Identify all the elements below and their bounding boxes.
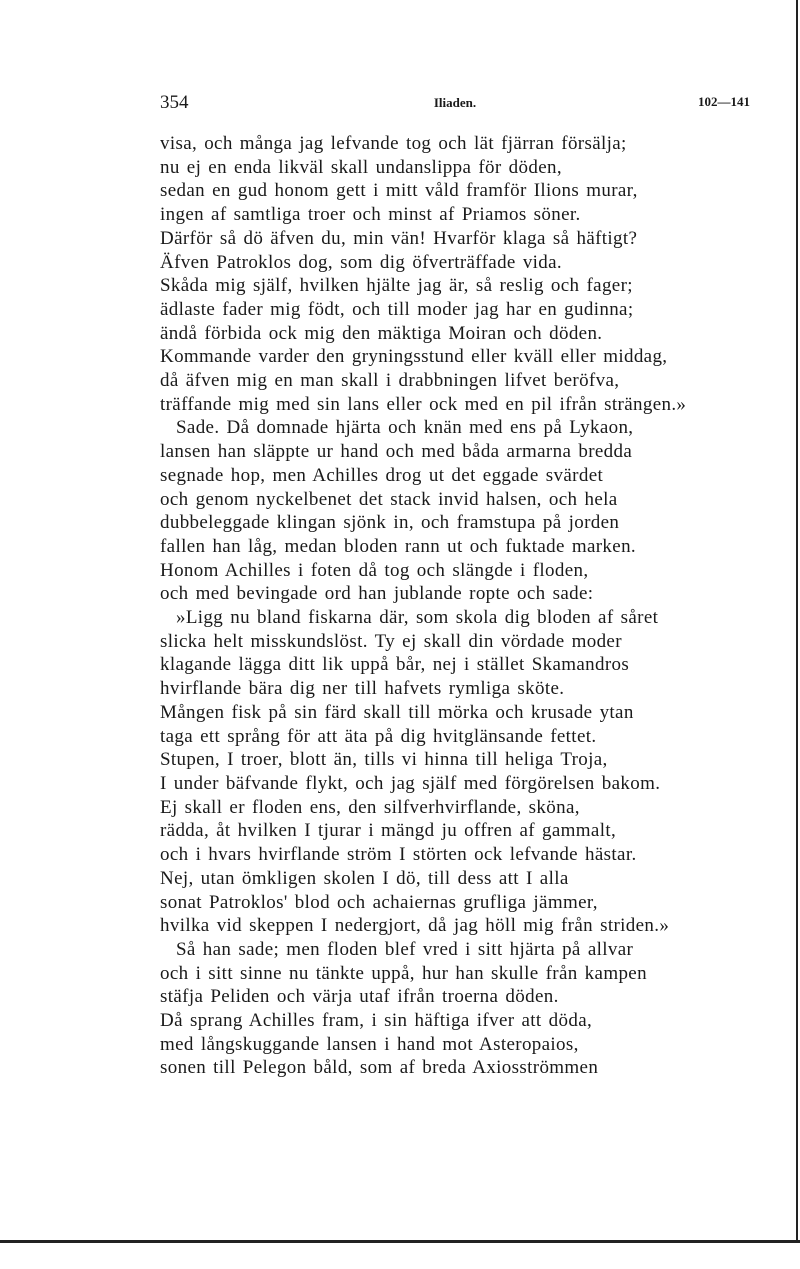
page-header (160, 92, 750, 122)
verse-line: Ej skall er floden ens, den silfverhvirflande, sköna, (160, 796, 580, 818)
verse-line: och i hvars hvirflande ström I störten ock lefvande hästar. (160, 844, 637, 866)
verse-line: ändå förbida ock mig den mäktiga Moiran och döden. (160, 322, 603, 344)
verse-line: Skåda mig själf, hvilken hjälte jag är, så reslig och fager; (160, 275, 633, 297)
verse-line: slicka helt misskundslöst. Ty ej skall din vördade moder (160, 630, 622, 652)
verse-line: Sade. Då domnade hjärta och knän med ens på Lykaon, (176, 417, 634, 439)
verse-line: träffande mig med sin lans eller ock med en pil ifrån strängen.» (160, 393, 687, 415)
verse-line: hvilka vid skeppen I nedergjort, då jag höll mig från striden.» (160, 915, 670, 937)
poem-text (160, 132, 760, 1080)
verse-line: taga ett språng för att äta på dig hvitglänsande fettet. (160, 725, 597, 747)
verse-line: Så han sade; men floden blef vred i sitt hjärta på allvar (176, 938, 634, 960)
verse-line: Nej, utan ömkligen skolen I dö, till dess att I alla (160, 867, 569, 889)
scan-edge-bottom (0, 1240, 800, 1243)
scan-edge-right (796, 0, 798, 1240)
verse-line: rädda, åt hvilken I tjurar i mängd ju offren af gammalt, (160, 820, 617, 842)
verse-line: »Ligg nu bland fiskarna där, som skola dig bloden af såret (176, 607, 659, 629)
verse-line: segnade hop, men Achilles drog ut det eggade svärdet (160, 464, 604, 486)
verse-line: med långskuggande lansen i hand mot Asteropaios, (160, 1033, 579, 1055)
verse-line: ingen af samtliga troer och minst af Priamos söner. (160, 204, 581, 226)
verse-line: Då sprang Achilles fram, i sin häftiga ifver att döda, (160, 1010, 593, 1032)
verse-line: I under bäfvande flykt, och jag själf med förgörelsen bakom. (160, 772, 661, 794)
verse-line: Stupen, I troer, blott än, tills vi hinna till heliga Troja, (160, 749, 608, 771)
verse-line: Honom Achilles i foten då tog och slängde i floden, (160, 559, 589, 581)
verse-line: klagande lägga ditt lik uppå bår, nej i stället Skamandros (160, 654, 630, 676)
verse-line: hvirflande bära dig ner till hafvets rymliga sköte. (160, 678, 565, 700)
verse-line: dubbeleggade klingan sjönk in, och framstupa på jorden (160, 512, 620, 534)
running-title: Iliaden. (433, 95, 477, 110)
verse-line: då äfven mig en man skall i drabbningen lifvet beröfva, (160, 370, 620, 392)
verse-line: Därför så dö äfven du, min vän! Hvarför klaga så häftigt? (160, 227, 638, 249)
page-number: 354 (160, 92, 189, 113)
verse-line: lansen han släppte ur hand och med båda armarna bredda (160, 441, 633, 463)
verse-line: sedan en gud honom gett i mitt våld framför Ilions murar, (160, 180, 638, 202)
verse-line: visa, och många jag lefvande tog och lät fjärran försälja; (160, 133, 627, 154)
verse-line: och i sitt sinne nu tänkte uppå, hur han skulle från kampen (160, 962, 647, 984)
verse-line: stäfja Peliden och värja utaf ifrån troerna döden. (160, 986, 559, 1008)
verse-line: sonen till Pelegon båld, som af breda Axiosströmmen (160, 1057, 599, 1079)
verse-line: fallen han låg, medan bloden rann ut och fuktade marken. (160, 535, 637, 557)
verse-line: Äfven Patroklos dog, som dig öfverträffade vida. (160, 251, 563, 273)
verse-line: ädlaste fader mig födt, och till moder jag har en gudinna; (160, 298, 634, 320)
verse-line: Kommande varder den gryningsstund eller kväll eller middag, (160, 346, 668, 368)
verse-line: och med bevingade ord han jublande ropte och sade: (160, 583, 594, 605)
verse-line: sonat Patroklos' blod och achaiernas grufliga jämmer, (160, 891, 598, 913)
verse-line: nu ej en enda likväl skall undanslippa för döden, (160, 156, 562, 178)
verse-line: Mången fisk på sin färd skall till mörka och krusade ytan (160, 701, 634, 723)
line-range: 102—141 (698, 94, 750, 109)
verse-line: och genom nyckelbenet det stack invid halsen, och hela (160, 488, 618, 510)
